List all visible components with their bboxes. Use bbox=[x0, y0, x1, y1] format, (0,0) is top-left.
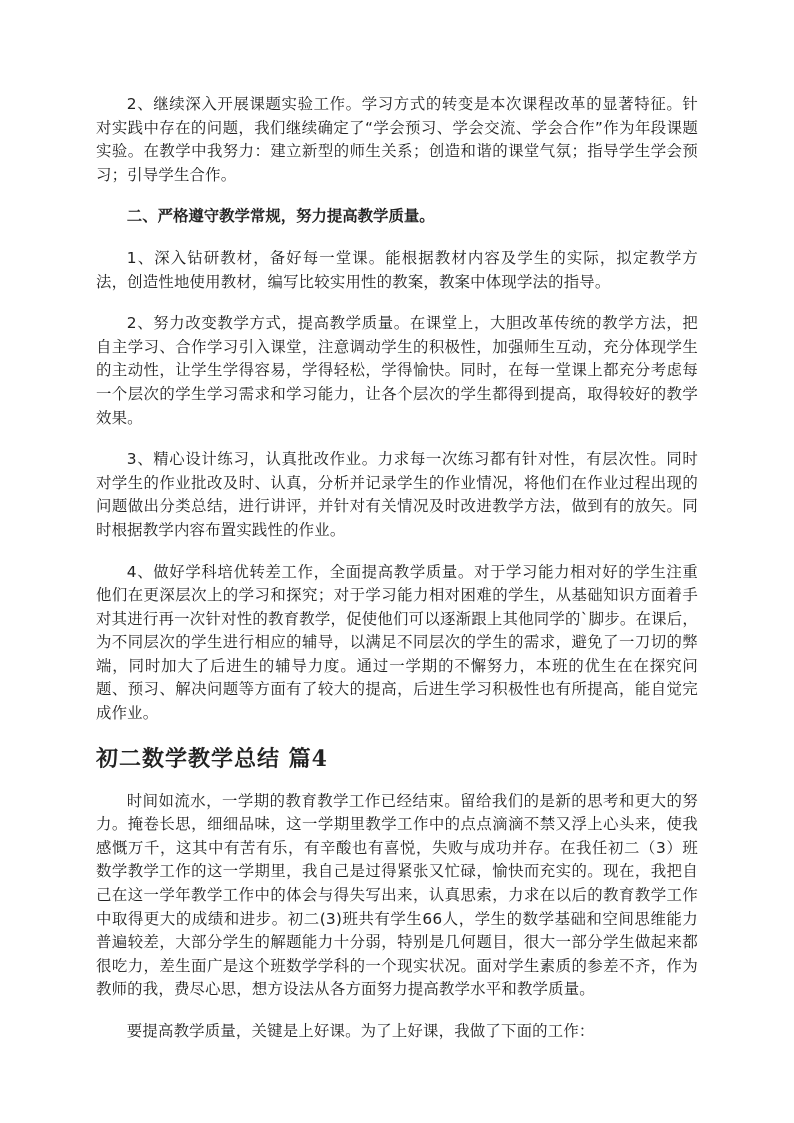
paragraph-teaching-method: 2、努力改变教学方式，提高教学质量。在课堂上，大胆改革传统的教学方法，把自主学习、合作学习引入课堂，注意调动学生的积极性，加强师生互动，充分体现学生的主动性，让学生学得容易，学得轻松，学得愉快。同时，在每一堂课上都充分考虑每一个层次的学生学习需求和学习能力，让各个层次的学生都得到提高，取得较好的教学效果。 bbox=[96, 314, 698, 427]
paragraph-exercises: 3、精心设计练习，认真批改作业。力求每一次练习都有针对性，有层次性。同时对学生的作业批改及时、认真，分析并记录学生的作业情况，将他们在作业过程出现的问题做出分类总结，进行讲评，并针对有关情况及时改进教学方法，做到有的放矢。同时根据教学内容布置实践性的作业。 bbox=[96, 450, 698, 539]
paragraph-lesson-quality: 要提高教学质量，关键是上好课。为了上好课，我做了下面的工作： bbox=[126, 1022, 595, 1040]
document-page bbox=[96, 93, 698, 1062]
section-heading-teaching-routine: 二、严格遵守教学常规，努力提高教学质量。 bbox=[126, 207, 435, 226]
paragraph-research-experiment: 2、继续深入开展课题实验工作。学习方式的转变是本次课程改革的显著特征。针对实践中存在的问题，我们继续确定了“学会预习、学会交流、学会合作”作为年段课题实验。在教学中我努力：建立新型的师生关系；创造和谐的课堂气氛；指导学生学会预习；引导学生合作。 bbox=[96, 95, 698, 184]
paragraph-lesson-prep: 1、深入钻研教材，备好每一堂课。能根据教材内容及学生的实际，拟定教学方法，创造性地使用教材，编写比较实用性的教案，教案中体现学法的指导。 bbox=[96, 248, 698, 291]
article-title: 初二数学教学总结 篇4 bbox=[96, 745, 328, 772]
paragraph-tutoring: 4、做好学科培优转差工作，全面提高教学质量。对于学习能力相对好的学生注重他们在更深层次上的学习和探究；对于学习能力相对困难的学生，从基础知识方面着手对其进行再一次针对性的教育教学，促使他们可以逐渐跟上其他同学的`脚步。在课后，为不同层次的学生进行相应的辅导，以满足不同层次的学生的需求，避免了一刀切的弊端，同时加大了后进生的辅导力度。通过一学期的不懈努力，本班的优生在在探究问题、预习、解决问题等方面有了较大的提高，后进生学习积极性也有所提高，能自觉完成作业。 bbox=[96, 562, 698, 723]
paragraph-semester-summary: 时间如流水，一学期的教育教学工作已经结束。留给我们的是新的思考和更大的努力。掩卷长思，细细品味，这一学期里教学工作中的点点滴滴不禁又浮上心头来，使我感慨万千，这其中有苦有乐，有辛酸也有喜悦，失败与成功并存。在我任初二（3）班数学教学工作的这一学期里，我自己是过得紧张又忙碌，愉快而充实的。现在，我把自己在这一学年教学工作中的体会与得失写出来，认真思索，力求在以后的教育教学工作中取得更大的成绩和进步。初二(3)班共有学生66人，学生的数学基础和空间思维能力普遍较差，大部分学生的解题能力十分弱，特别是几何题目，很大一部分学生做起来都很吃力，差生面广是这个班数学学科的一个现实状况。面对学生素质的参差不齐，作为教师的我，费尽心思，想方设法从各方面努力提高教学水平和教学质量。 bbox=[96, 791, 698, 999]
